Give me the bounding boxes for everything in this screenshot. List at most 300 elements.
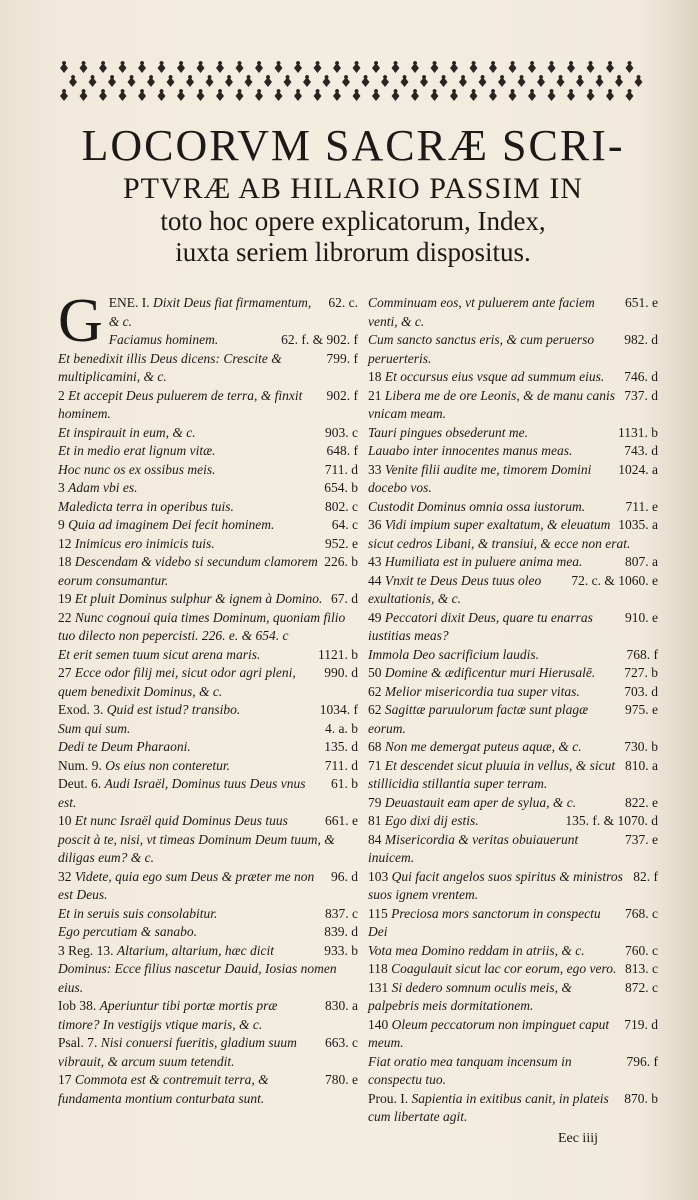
ornament-fleuron [275,89,283,101]
index-entry [368,942,658,961]
entry-page-number: 807. a [625,554,658,569]
ornament-fleuron [294,61,302,73]
entry-page-number: 711. e [625,498,658,514]
ornament-fleuron [236,61,244,73]
ornament-fleuron [69,75,77,87]
index-entry [368,683,658,702]
index-entry [58,664,358,701]
entry-text: Vidi impium super exaltatum, & eleuatum sicut cedros Libani, & transiui, & ecce non erat. [368,517,631,551]
entry-text: Audi Israël, Dominus tuus Deus vnus est. [58,776,306,810]
index-entry [368,905,658,942]
entry-text: Cum sancto sanctus eris, & cum peruerso peruerteris. [368,332,595,366]
entry-reference: 49 [368,609,382,625]
ornament-fleuron [314,89,322,101]
catchword: Eec iiij [557,1130,598,1146]
ornament-fleuron [255,89,263,101]
index-entry [368,516,658,553]
ornament-fleuron [606,89,614,101]
entry-text: Quid est istud? transibo. [106,702,241,717]
ornament-fleuron [548,61,556,73]
ornament-fleuron [420,75,428,87]
entry-text: Ego percutiam & sanabo. [58,924,197,939]
entry-page-number: 768. f [626,646,658,662]
entry-page-number: 661. e [325,813,358,828]
entry-page-number: 760. c [625,942,658,958]
entry-reference: 36 [368,517,382,532]
entry-reference: 140 [368,1016,389,1032]
entry-page-number: 768. c [625,905,658,921]
index-entry [368,812,658,831]
ornament-fleuron [353,89,361,101]
entry-reference: 62 [368,683,382,699]
entry-page-number: 730. b [624,739,658,754]
ornament-fleuron [158,61,166,73]
entry-text: Nisi conuersi fueritis, gladium suum vibrauit, & arcum suum tetendit. [58,1035,297,1069]
ornament-fleuron [99,89,107,101]
ornament-fleuron [548,89,556,101]
entry-reference: 10 [58,813,72,828]
entry-text: Nunc cognoui quia times Dominum, quoniam filio tuo dilecto non pepercisti. 226. e. & 654. c [58,609,346,643]
ornament-fleuron [635,75,643,87]
entry-reference: 9 [58,517,65,532]
entry-text: Ego dixi dij estis. [384,813,479,828]
entry-text: Sapientia in exitibus canit, in plateis cum libertate agit. [368,1090,609,1124]
ornament-fleuron [342,75,350,87]
entry-page-number: 1024. a [618,461,658,477]
entry-page-number: 952. e [325,535,358,551]
entry-page-number: 648. f [326,443,358,458]
entry-text: Non me demergat puteus aquæ, & c. [384,739,582,754]
index-entry [58,720,358,739]
entry-text: Et accepit Deus puluerem de terra, & finxit hominem. [58,387,303,421]
entry-reference: Num. 9. [58,757,102,773]
index-entry [368,331,658,368]
entry-page-number: 226. b [324,554,358,569]
entry-reference: 3 [58,480,65,495]
drop-cap-letter: G [58,287,103,355]
entry-text: Peccatori dixit Deus, quare tu enarras iustitias meas? [368,609,593,643]
entry-text: Qui facit angelos suos spiritus & ministros suos ignem vrentem. [368,868,623,902]
entry-page-number: 135. d [324,739,358,754]
entry-text: Misericordia & veritas obuiauerunt inuicem. [368,831,579,865]
index-entry [368,979,658,1016]
entry-text: Deuastauit eam aper de sylua, & c. [384,794,577,810]
ornament-fleuron [60,89,68,101]
entry-text: Sagittæ paruulorum factæ sunt plagæ eorum. [368,702,589,736]
ornament-fleuron [264,75,272,87]
ornament-fleuron [333,89,341,101]
entry-page-number: 903. c [325,424,358,440]
entry-page-number: 61. b [331,776,358,791]
ornament-fleuron [596,75,604,87]
ornament-fleuron [372,89,380,101]
entry-page-number: 711. d [324,757,358,773]
entry-reference: 103 [368,868,389,884]
index-entry [368,609,658,646]
ornament-fleuron [206,75,214,87]
entry-text: Ecce odor filij mei, sicut odor agri pleni, quem benedixit Dominus, & c. [58,665,296,699]
ornament-fleuron [606,61,614,73]
ornament-fleuron [537,75,545,87]
index-entry [58,498,358,517]
ornament-fleuron [470,61,478,73]
ornament-fleuron [314,61,322,73]
entry-text: Oleum peccatorum non impinguet caput meum. [368,1016,610,1050]
entry-page-number: 933. b [324,942,358,958]
index-entry [368,294,658,331]
index-entry [368,701,658,738]
entry-reference: 118 [368,961,388,976]
entry-page-number: 810. a [625,757,658,773]
entry-reference: 19 [58,591,72,606]
title-line-4: iuxta seriem librorum dispositus. [175,237,531,267]
index-entry [368,424,658,443]
entry-reference: 18 [368,369,382,384]
entry-text: Venite filii audite me, timorem Domini docebo vos. [368,461,592,495]
ornament-fleuron [303,75,311,87]
index-entry [368,368,658,387]
index-entry [58,609,358,646]
entry-reference: 3 Reg. 13. [58,942,114,958]
ornament-fleuron [177,89,185,101]
entry-text: Dixit Deus fiat firmamentum, & c. [108,295,312,329]
ornament-fleuron [518,75,526,87]
entry-reference: 81 [368,813,382,828]
index-entry [368,387,658,424]
entry-reference: 43 [368,554,382,569]
ornament-fleuron [245,75,253,87]
ornament-fleuron [440,75,448,87]
index-entry [368,960,658,979]
printer-ornament-band [50,60,650,110]
entry-reference: 18 [58,554,72,569]
entry-page-number: 64. c [331,517,358,532]
title-line-3: toto hoc opere explicatorum, Index, [160,206,546,236]
index-entry [58,331,358,350]
ornament-fleuron [158,89,166,101]
ornament-fleuron [411,89,419,101]
entry-page-number: 96. d [331,868,358,884]
entry-reference: Prou. I. [368,1090,409,1106]
right-column [368,294,658,1147]
entry-text: Dedi te Deum Pharaoni. [58,739,191,754]
ornament-fleuron [197,89,205,101]
index-entry [58,923,358,942]
index-entry [58,757,358,776]
ornament-fleuron [626,61,634,73]
ornament-fleuron [509,89,517,101]
ornament-fleuron [411,61,419,73]
ornament-fleuron [470,89,478,101]
entry-text: Comminuam eos, vt puluerem ante faciem venti, & c. [368,295,595,329]
entry-page-number: 727. b [624,665,658,680]
index-entry [58,553,358,590]
index-title [48,122,658,268]
entry-reference: 32 [58,868,72,884]
entry-page-number: 72. c. & 1060. e [571,572,658,588]
entry-text: Immola Deo sacrificium laudis. [368,646,539,662]
entry-text: Descendam & videbo si secundum clamorem eorum consumantur. [58,554,318,588]
ornament-fleuron [450,89,458,101]
ornament-fleuron [459,75,467,87]
ornament-fleuron [615,75,623,87]
entry-page-number: 1131. b [618,424,658,440]
index-entry [58,424,358,443]
entry-page-number: 737. d [624,387,658,403]
ornament-fleuron [489,89,497,101]
entry-text: Fiat oratio mea tanquam incensum in conspectu tuo. [368,1053,572,1087]
index-entry [368,1053,658,1090]
entry-reference: 27 [58,665,72,680]
entry-page-number: 743. d [624,443,658,458]
entry-page-number: 830. a [325,998,358,1013]
ornament-fleuron [177,61,185,73]
entry-page-number: 135. f. & 1070. d [565,813,658,828]
entry-reference: 17 [58,1072,72,1087]
entry-page-number: 1121. b [318,646,358,662]
entry-page-number: 813. c [625,961,658,976]
entry-page-number: 746. d [624,369,658,384]
entry-page-number: 711. d [324,461,358,477]
entry-reference: 62 [368,702,382,717]
ornament-fleuron [353,61,361,73]
entry-page-number: 870. b [624,1090,658,1106]
entry-page-number: 651. e [625,295,658,310]
index-entry [58,812,358,868]
ornament-fleuron [509,61,517,73]
index-entry [368,646,658,665]
entry-reference: Deut. 6. [58,776,102,791]
ornament-fleuron [557,75,565,87]
entry-reference: 21 [368,387,382,403]
ornament-fleuron [431,61,439,73]
ornament-fleuron [372,61,380,73]
index-entry [368,553,658,572]
entry-text: Inimicus ero inimicis tuis. [74,535,215,551]
index-entry [58,461,358,480]
index-entry [368,461,658,498]
entry-page-number: 839. d [324,924,358,939]
entry-text: Et pluit Dominus sulphur & ignem à Domino. [74,591,323,606]
index-entry [58,905,358,924]
index-entry [58,646,358,665]
entry-text: Tauri pingues obsederunt me. [368,424,529,440]
index-entry [58,775,358,812]
entry-reference: 79 [368,794,382,810]
index-entry [368,1090,658,1127]
index-entry [368,831,658,868]
ornament-fleuron [381,75,389,87]
entry-text: Preciosa mors sanctorum in conspectu Dei [368,905,601,939]
entry-text: Altarium, altarium, hæc dicit Dominus: Ecce filius nascetur Dauid, Iosias nomen eius. [58,942,337,995]
entry-text: Os eius non conteretur. [105,757,230,773]
entry-page-number: 663. c [325,1035,358,1050]
entry-text: Melior misericordia tua super vitas. [384,683,580,699]
entry-text: Et descendet sicut pluuia in vellus, & sicut stillicidia stillantia super terram. [368,757,616,791]
entry-reference: Iob 38. [58,998,97,1013]
entry-page-number: 780. e [325,1072,358,1087]
ornament-fleuron [216,89,224,101]
entry-text: Et inspirauit in eum, & c. [58,424,196,440]
ornament-fleuron [333,61,341,73]
entry-reference: Exod. 3. [58,702,104,717]
entry-reference: 131 [368,979,389,995]
entry-reference: 33 [368,461,382,477]
entry-reference: 22 [58,609,72,625]
ornament-fleuron [128,75,136,87]
ornament-fleuron [138,89,146,101]
entry-text: Adam vbi es. [68,480,138,495]
entry-text: Commota est & contremuit terra, & fundamenta montium conturbata sunt. [58,1072,269,1106]
index-entry [58,738,358,757]
ornament-fleuron [138,61,146,73]
entry-text: Lauabo inter innocentes manus meas. [368,443,573,458]
ornament-fleuron [576,75,584,87]
ornament-fleuron [197,61,205,73]
entry-page-number: 719. d [624,1016,658,1032]
entry-page-number: 67. d [331,591,358,606]
ornament-fleuron [401,75,409,87]
entry-text: Vnxit te Deus Deus tuus oleo exultationis, & c. [368,572,542,606]
index-entry [368,757,658,794]
entry-page-number: 654. b [324,480,358,495]
entry-page-number: 902. f [326,387,358,403]
ornament-fleuron [392,61,400,73]
entry-page-number: 990. d [324,665,358,680]
index-entry [58,997,358,1034]
entry-reference: 12 [58,535,72,551]
index-entry [368,572,658,609]
ornament-fleuron [108,75,116,87]
ornament-fleuron [362,75,370,87]
index-entry [368,442,658,461]
ornament-fleuron [323,75,331,87]
entry-text: Si dedero somnum oculis meis, & palpebris meis dormitationem. [368,979,572,1013]
entry-text: Et occursus eius vsque ad summum eius. [384,369,605,384]
index-entry [368,664,658,683]
ornament-fleuron [99,61,107,73]
entry-page-number: 1034. f [319,702,358,717]
entry-text: Et nunc Israël quid Dominus Deus tuus poscit à te, nisi, vt timeas Dominum Deum tuum, & diligas eum? & c. [58,813,335,865]
ornament-fleuron [225,75,233,87]
entry-page-number: 82. f [633,868,658,884]
index-entry [368,868,658,905]
entry-reference: 44 [368,572,382,588]
entry-page-number: 982. d [624,332,658,347]
index-entry [58,516,358,535]
entry-page-number: 872. c [625,979,658,995]
ornament-fleuron [567,89,575,101]
index-entry [58,479,358,498]
entry-page-number: 822. e [625,794,658,810]
ornament-fleuron [450,61,458,73]
entry-page-number: 796. f [626,1053,658,1069]
ornament-fleuron [489,61,497,73]
entry-text: Maledicta terra in operibus tuis. [58,498,234,514]
entry-page-number: 62. c. [328,295,358,310]
ornament-fleuron [431,89,439,101]
entry-text: Faciamus hominem. [108,332,219,347]
left-column [58,287,358,1108]
entry-reference: 71 [368,757,382,773]
ornament-fleuron [119,61,127,73]
entry-text: Et erit semen tuum sicut arena maris. [58,646,261,662]
entry-page-number: 737. e [625,831,658,847]
ornament-fleuron [284,75,292,87]
entry-reference: 68 [368,739,382,754]
entry-text: Hoc nunc os ex ossibus meis. [58,461,216,477]
ornament-fleuron [392,89,400,101]
ornament-fleuron [479,75,487,87]
entry-text: Coagulauit sicut lac cor eorum, ego vero. [391,961,617,976]
index-entry [58,387,358,424]
ornament-fleuron [626,89,634,101]
ornament-fleuron [498,75,506,87]
entry-text: Sum qui sum. [58,720,131,736]
index-entry [58,701,358,720]
ornament-fleuron [216,61,224,73]
entry-text: Humiliata est in puluere anima mea. [384,554,583,569]
entry-reference: Psal. 7. [58,1035,98,1050]
ornament-fleuron [186,75,194,87]
entry-reference: 2 [58,387,65,403]
entry-text: Videte, quia ego sum Deus & præter me non est Deus. [58,868,315,902]
index-entry [58,535,358,554]
ornament-fleuron [567,61,575,73]
entry-text: Domine & ædificentur muri Hierusalē. [384,665,596,680]
index-entry [58,442,358,461]
entry-text: Et benedixit illis Deus dicens: Crescite & multiplicamini, & c. [58,350,282,384]
index-entry [368,1016,658,1053]
entry-text: Libera me de ore Leonis, & de manu canis vnicam meam. [368,387,615,421]
ornament-fleuron [587,61,595,73]
entry-page-number: 1035. a [618,517,658,532]
entry-page-number: 837. c [325,905,358,921]
entry-text: Et in seruis suis consolabitur. [58,905,218,921]
entry-page-number: 799. f [326,350,358,366]
entry-reference: ENE. I. [108,295,150,310]
ornament-fleuron [60,61,68,73]
ornament-fleuron [167,75,175,87]
index-entry [58,942,358,998]
title-line-2: PTVRÆ AB HILARIO PASSIM IN [123,172,583,205]
entry-text: Vota mea Domino reddam in atriis, & c. [368,942,585,958]
title-line-1: LOCORVM SACRÆ SCRI- [81,121,625,170]
index-entry [368,794,658,813]
ornament-fleuron [255,61,263,73]
entry-text: Quia ad imaginem Dei fecit hominem. [68,517,275,532]
index-entry [58,1034,358,1071]
entry-text: Aperiuntur tibi portæ mortis præ timore? In vestigijs vtique maris, & c. [58,998,278,1032]
ornament-fleuron [147,75,155,87]
index-entry [58,350,358,387]
index-entry [58,294,358,331]
index-entry [58,590,358,609]
entry-reference: 84 [368,831,382,847]
entry-page-number: 910. e [625,609,658,625]
ornament-fleuron [80,89,88,101]
ornament-fleuron [119,89,127,101]
ornament-fleuron [275,61,283,73]
entry-page-number: 62. f. & 902. f [281,332,358,347]
index-entry [58,868,358,905]
ornament-fleuron [294,89,302,101]
index-entry [368,738,658,757]
index-entry [58,1071,358,1108]
ornament-fleuron [236,89,244,101]
entry-page-number: 4. a. b [325,720,358,736]
ornament-fleuron [528,89,536,101]
